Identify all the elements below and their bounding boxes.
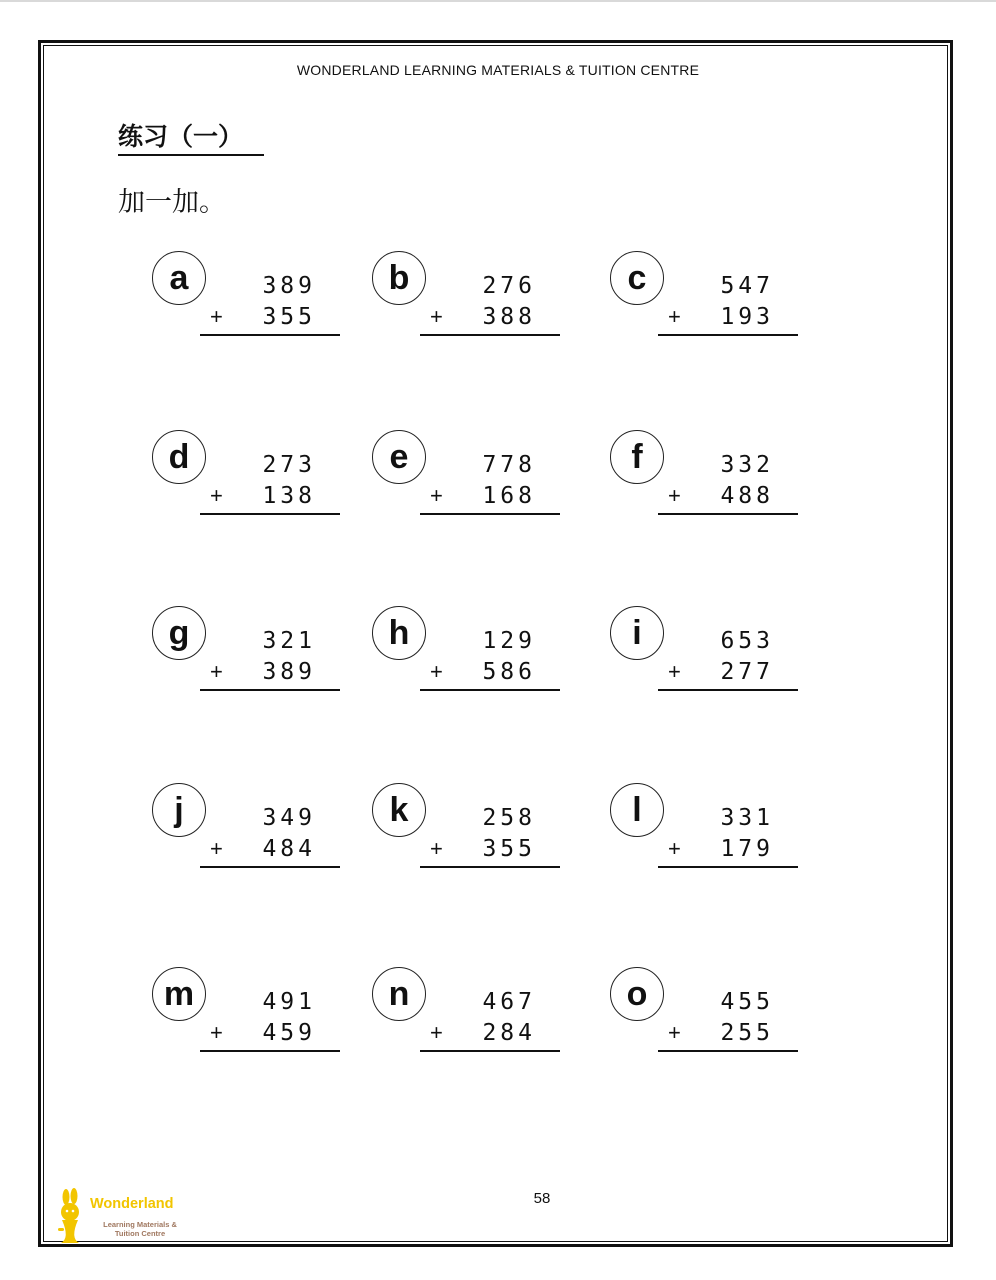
addend-bottom: 277	[720, 659, 774, 685]
plus-sign: +	[210, 304, 223, 329]
page-number: 58	[533, 1190, 551, 1207]
plus-sign: +	[668, 1020, 681, 1045]
addend-bottom: 388	[482, 304, 536, 330]
page-header: WONDERLAND LEARNING MATERIALS & TUITION CENTRE	[296, 62, 700, 78]
problem-g	[152, 606, 342, 701]
addend-bottom: 459	[262, 1020, 316, 1046]
sum-line	[658, 334, 798, 336]
plus-sign: +	[210, 836, 223, 861]
addend-top: 129	[482, 628, 536, 654]
sum-line	[658, 1050, 798, 1052]
plus-sign: +	[430, 836, 443, 861]
problem-label-circle: a	[152, 251, 206, 305]
sum-line	[200, 1050, 340, 1052]
addend-bottom: 355	[482, 836, 536, 862]
addend-top: 321	[262, 628, 316, 654]
logo-subtitle	[90, 1220, 190, 1238]
sum-line	[420, 1050, 560, 1052]
addend-bottom: 586	[482, 659, 536, 685]
plus-sign: +	[668, 304, 681, 329]
logo-subtitle-line2: Tuition Centre	[114, 1229, 166, 1238]
addend-top: 332	[720, 452, 774, 478]
sum-line	[658, 513, 798, 515]
problem-h	[372, 606, 562, 701]
addend-bottom: 389	[262, 659, 316, 685]
addend-top: 653	[720, 628, 774, 654]
problem-e	[372, 430, 562, 525]
plus-sign: +	[210, 1020, 223, 1045]
sum-line	[200, 513, 340, 515]
section-title: 练习（一）	[118, 122, 264, 156]
problem-k	[372, 783, 562, 878]
problem-b	[372, 251, 562, 346]
plus-sign: +	[430, 1020, 443, 1045]
top-edge-line	[0, 0, 996, 2]
problem-label-circle: h	[372, 606, 426, 660]
problem-label-circle: g	[152, 606, 206, 660]
problem-label-circle: f	[610, 430, 664, 484]
plus-sign: +	[430, 659, 443, 684]
sum-line	[420, 689, 560, 691]
problem-label-circle: k	[372, 783, 426, 837]
addend-top: 349	[262, 805, 316, 831]
problem-d	[152, 430, 342, 525]
plus-sign: +	[668, 483, 681, 508]
plus-sign: +	[210, 483, 223, 508]
sum-line	[658, 866, 798, 868]
sum-line	[658, 689, 798, 691]
problem-c	[610, 251, 800, 346]
sum-line	[200, 334, 340, 336]
problem-label-circle: b	[372, 251, 426, 305]
plus-sign: +	[430, 483, 443, 508]
plus-sign: +	[668, 836, 681, 861]
sum-line	[420, 334, 560, 336]
logo-name: Wonderland	[90, 1196, 174, 1212]
plus-sign: +	[430, 304, 443, 329]
addend-top: 547	[720, 273, 774, 299]
problem-n	[372, 967, 562, 1062]
addend-bottom: 355	[262, 304, 316, 330]
addend-bottom: 488	[720, 483, 774, 509]
addend-top: 778	[482, 452, 536, 478]
problem-label-circle: e	[372, 430, 426, 484]
logo-subtitle-line1: Learning Materials &	[103, 1220, 177, 1229]
addend-top: 273	[262, 452, 316, 478]
addend-top: 331	[720, 805, 774, 831]
addend-top: 455	[720, 989, 774, 1015]
problem-label-circle: j	[152, 783, 206, 837]
addend-top: 276	[482, 273, 536, 299]
problem-label-circle: m	[152, 967, 206, 1021]
problem-label-circle: i	[610, 606, 664, 660]
problem-a	[152, 251, 342, 346]
addend-bottom: 193	[720, 304, 774, 330]
instruction: 加一加。	[118, 187, 226, 218]
addend-bottom: 484	[262, 836, 316, 862]
problem-m	[152, 967, 342, 1062]
problem-l	[610, 783, 800, 878]
sum-line	[200, 689, 340, 691]
addend-bottom: 168	[482, 483, 536, 509]
bunny-logo-icon	[52, 1188, 88, 1244]
problem-j	[152, 783, 342, 878]
addend-bottom: 255	[720, 1020, 774, 1046]
problem-label-circle: c	[610, 251, 664, 305]
wonderland-logo	[52, 1188, 192, 1244]
plus-sign: +	[210, 659, 223, 684]
addend-top: 491	[262, 989, 316, 1015]
addend-top: 389	[262, 273, 316, 299]
problem-label-circle: o	[610, 967, 664, 1021]
addend-top: 467	[482, 989, 536, 1015]
plus-sign: +	[668, 659, 681, 684]
problem-f	[610, 430, 800, 525]
problem-label-circle: d	[152, 430, 206, 484]
problem-i	[610, 606, 800, 701]
addend-bottom: 138	[262, 483, 316, 509]
sum-line	[420, 513, 560, 515]
addend-bottom: 179	[720, 836, 774, 862]
sum-line	[420, 866, 560, 868]
problem-label-circle: n	[372, 967, 426, 1021]
sum-line	[200, 866, 340, 868]
addend-bottom: 284	[482, 1020, 536, 1046]
addend-top: 258	[482, 805, 536, 831]
problem-o	[610, 967, 800, 1062]
problem-label-circle: l	[610, 783, 664, 837]
